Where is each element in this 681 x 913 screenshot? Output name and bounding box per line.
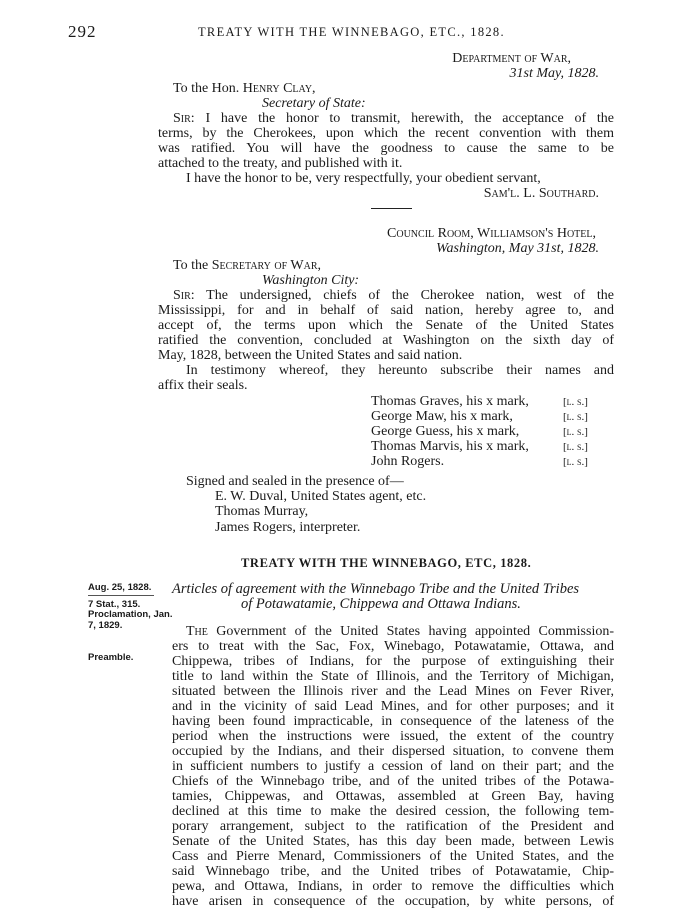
letter2-body-line-2: Mississippi, for and in behalf of said nation, hereby agree to, and [158, 303, 614, 318]
letter2-body-line-6: In testimony whereof, they hereunto subscribe their names and [186, 363, 614, 378]
letter1-addressee [173, 81, 316, 97]
seal-mark: [l. s.] [563, 426, 588, 438]
page-number: 292 [68, 22, 97, 41]
letter2-place: Council Room, Williamson's Hotel, [387, 226, 596, 241]
treaty-body-line: title to land within the State of Illinois, and the Territory of Michigan, [172, 669, 614, 684]
treaty-body-line: declined at this time to make the desired cession, the following tem- [172, 804, 614, 819]
signature-name: George Guess, his x mark, [371, 424, 520, 439]
treaty-body-line: having been found impracticable, in consequence of the lateness of the [172, 714, 614, 729]
treaty-body-line: said Winnebago tribe, and the United tribes of Potawatamie, Chip- [172, 864, 614, 879]
margin-note-proclamation-date: 7, 1829. [88, 620, 123, 631]
seal-mark: [l. s.] [563, 411, 588, 423]
seal-mark: [l. s.] [563, 441, 588, 453]
letter1-closing: I have the honor to be, very respectfully, your obedient servant, [186, 171, 541, 186]
treaty-title: TREATY WITH THE WINNEBAGO, ETC, 1828. [241, 556, 532, 570]
treaty-body-line: and in the vicinity of said Lead Mines, and for other purposes; and it [172, 699, 614, 714]
letter1-body-last: attached to the treaty, and published with it. [158, 156, 403, 171]
running-title: TREATY WITH THE WINNEBAGO, ETC., 1828. [198, 25, 505, 39]
margin-note-stat: 7 Stat., 315. [88, 599, 141, 610]
treaty-body-line: occupied by the Indians, and their dispersed situation, to convene them [172, 744, 614, 759]
treaty-body-line: ers to treat with the Sac, Fox, Winebago, Potawatamie, Ottawa, and [172, 639, 614, 654]
letter1-to-title: Secretary of State: [262, 96, 366, 111]
letter1-to-name: Henry Clay, [242, 81, 316, 96]
articles-heading-line-2: of Potawatamie, Chippewa and Ottawa Indians. [241, 596, 521, 612]
witness-line: Thomas Murray, [215, 504, 309, 519]
letter1-date: 31st May, 1828. [509, 66, 599, 81]
treaty-body-line: in sufficient numbers to justify a cession of land on their part; and the [172, 759, 614, 774]
letter1-signer: Sam'l. L. Southard. [483, 186, 599, 201]
letter2-sir: Sir: [173, 288, 195, 303]
articles-heading-line-1: Articles of agreement with the Winnebago Tribe and the United Tribes [172, 581, 580, 597]
treaty-body-line: have arisen in consequence of the occupation, by white persons, of [172, 894, 614, 909]
letter1-department: Department of War, [452, 51, 571, 66]
witness-line: James Rogers, interpreter. [215, 520, 361, 535]
treaty-body-line: period when the instructions were issued, the extent of the country [172, 729, 614, 744]
margin-note-date: Aug. 25, 1828. [88, 582, 152, 593]
witness-line: E. W. Duval, United States agent, etc. [215, 489, 427, 504]
margin-note-proclamation: Proclamation, Jan. [88, 609, 173, 620]
treaty-first-word: The [186, 624, 208, 639]
treaty-body-line: situated between the Illinois river and the Lead Mines on Fever River, [172, 684, 614, 699]
witness-intro: Signed and sealed in the presence of— [186, 474, 404, 489]
letter2-body-line-4: ratified the convention, concluded at Washington on the sixth day of [158, 333, 614, 348]
treaty-body-line: Chippewa, tribes of Indians, for the purpose of extinguishing their [172, 654, 614, 669]
seal-mark: [l. s.] [563, 456, 588, 468]
letter1-body-line-1: Sir: I have the honor to transmit, herewith, the acceptance of the [173, 111, 614, 126]
letter2-to-prefix: To the [173, 258, 212, 273]
letter1-body-line-3: was ratified. You will have the goodness to cause the same to be [158, 141, 614, 156]
signature-name: George Maw, his x mark, [371, 409, 513, 424]
margin-note-preamble: Preamble. [88, 652, 134, 663]
letter2-date: Washington, May 31st, 1828. [436, 241, 599, 256]
separator-rule [371, 208, 412, 209]
treaty-body-line: porary arrangement, subject to the ratification of the President and [172, 819, 614, 834]
signature-name: John Rogers. [371, 454, 445, 469]
letter2-body-line-5: May, 1828, between the United States and said nation. [158, 348, 463, 363]
signature-name: Thomas Marvis, his x mark, [371, 439, 529, 454]
seal-mark: [l. s.] [563, 396, 588, 408]
letter1-sir: Sir: [173, 111, 195, 126]
letter2-addressee [173, 258, 321, 274]
letter2-body-line-1: Sir: The undersigned, chiefs of the Cherokee nation, west of the [173, 288, 614, 303]
treaty-body-line: pewa, and Ottawa, Indians, in order to remove the difficulties which [172, 879, 614, 894]
treaty-body-line-1: The Government of the United States having appointed Commission- [186, 624, 614, 639]
margin-note-rule [88, 595, 154, 596]
treaty-body-line: tamies, Chippewas, and Ottawas, assembled at Green Bay, having [172, 789, 614, 804]
letter1-body-line-2: terms, by the Cherokees, upon which the recent convention with them [158, 126, 614, 141]
letter2-to-city: Washington City: [262, 273, 360, 288]
letter2-body-line-3: accept of, the terms upon which the Senate of the United States [158, 318, 614, 333]
letter1-to-prefix: To the Hon. [173, 81, 243, 96]
signature-name: Thomas Graves, his x mark, [371, 394, 529, 409]
treaty-body-line: Cass and Pierre Menard, Commissioners of the United States, and the [172, 849, 614, 864]
letter2-to-name: Secretary of War, [211, 258, 322, 273]
letter2-body-last: affix their seals. [158, 378, 248, 393]
treaty-body-line: Senate of the United States, has this day been made, between Lewis [172, 834, 614, 849]
treaty-body-line: Chiefs of the Winnebago tribe, and of the united tribes of the Potawa- [172, 774, 614, 789]
